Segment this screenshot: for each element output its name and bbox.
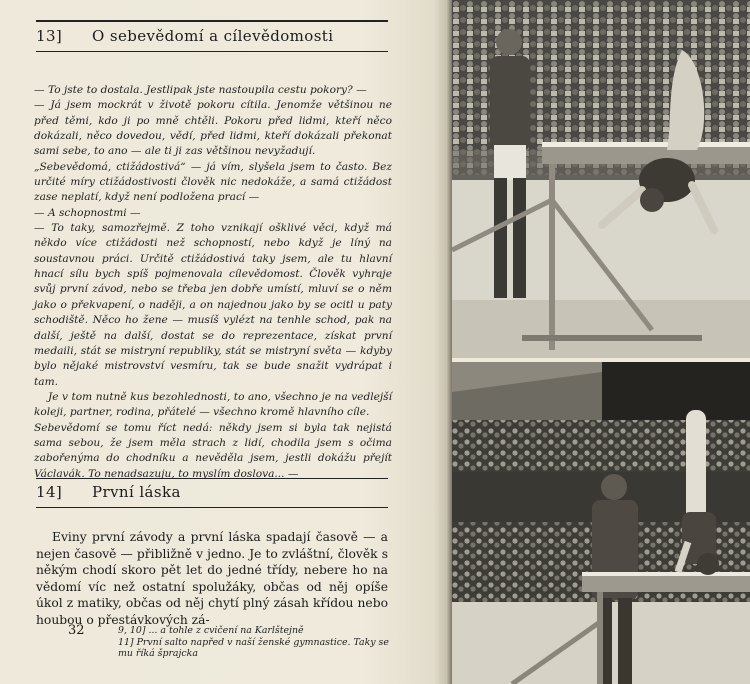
chapter-14-body	[36, 529, 388, 628]
chapter-13-top-rule	[36, 20, 388, 22]
chapter-14-heading	[36, 483, 181, 501]
caption-line: 11] První salto napřed v naší ženské gymnastice. Taky se mu říká šprajcka	[118, 636, 389, 660]
dialogue-line: — A schopnostmi —	[34, 206, 141, 219]
dialogue-line: „Sebevědomá, ctižádostivá“ — já vím, slyšela jsem to často. Bez určité míry ctižádostivosti člověk nic nedokáže, a samá ctižádost zase neplatí, když není podložena prací —	[34, 160, 392, 204]
chapter-14-number: 14]	[36, 483, 63, 501]
dialogue-line: — Já jsem mockrát v životě pokoru cítila. Jenomže většinou ne před těmi, kdo ji po mně chtěli. Pokoru před lidmi, kteří něco dokázali, něco dovedou, vědí, před lidmi, kteří dokázali překonat sami sebe, to ano — ale ti ji zas většinou nevyžadují.	[34, 99, 392, 158]
body-paragraph: Eviny první závody a první láska spadají časově — a nejen časově — přibližně v jedno. Je to zvláštní, člověk s někým chodí skoro pět let do jedné třídy, nebere ho na vědomí víc než ostatní spolužáky, občas od něj opíše úkol z matiky, občas od něj chytí plný zásah křídou nebo houbou o přestávkových zá-	[36, 530, 388, 627]
photo-captions	[118, 625, 398, 660]
gymnast-handstand-photo	[452, 362, 750, 684]
chapter-14-top-rule	[36, 478, 388, 479]
chapter-13-number: 13]	[36, 27, 63, 45]
chapter-13-heading	[36, 27, 333, 45]
dialogue-line: Je v tom nutně kus bezohlednosti, to ano, všechno je na vedlejší koleji, partner, rodina, přátelé — všechno kromě hlavního cíle.	[34, 390, 392, 419]
chapter-13-bottom-rule	[36, 51, 388, 52]
chapter-14-title: První láska	[92, 483, 181, 501]
caption-line: 9, 10] ... a tohle z cvičení na Karlštejně	[118, 625, 304, 636]
dialogue-line: — To jste to dostala. Jestlipak jste nastoupila cestu pokory? —	[34, 84, 367, 96]
chapter-14-bottom-rule	[36, 507, 388, 508]
page-number: 32	[68, 623, 85, 638]
beam-photo-image	[452, 0, 750, 358]
interview-dialogue	[34, 83, 392, 482]
dialogue-line: Sebevědomí se tomu říct nedá: někdy jsem si byla tak nejistá sama sebou, že jsem měla strach z lidí, chodila jsem s očima zabořenýma do chodníku a nevěděla jsem, jestli dokážu přejít Václavák. To nenadsazuju, to myslím doslova... —	[34, 421, 392, 480]
gymnast-on-beam-photo	[452, 0, 750, 358]
handstand-photo-image	[452, 362, 750, 684]
dialogue-line: — To taky, samozřejmě. Z toho vznikají ošklivé věci, když má někdo více ctižádosti než schopností, nebo když je líný na soustavnou práci. Určitě ctižádostivá taky jsem, ale tu hlavní hnací sílu bych spíš pojmenovala cílevědomost. Člověk vyhraje svůj první závod, nebo se třeba jen dobře umístí, mluví se o něm jako o překvapení, o naději, a on najednou jako by se ocitl u paty schodiště. Něco ho žene — musíš vylézt na tenhle schod, pak na další, ještě na další, dostat se do reprezentace, získat první medaili, stát se mistryní republiky, stát se mistryní světa — kdyby bylo nějaké mistrovství vesmíru, tak se bude snažit vydrápat i tam.	[34, 222, 392, 388]
chapter-13-title: O sebevědomí a cílevědomosti	[92, 27, 334, 45]
